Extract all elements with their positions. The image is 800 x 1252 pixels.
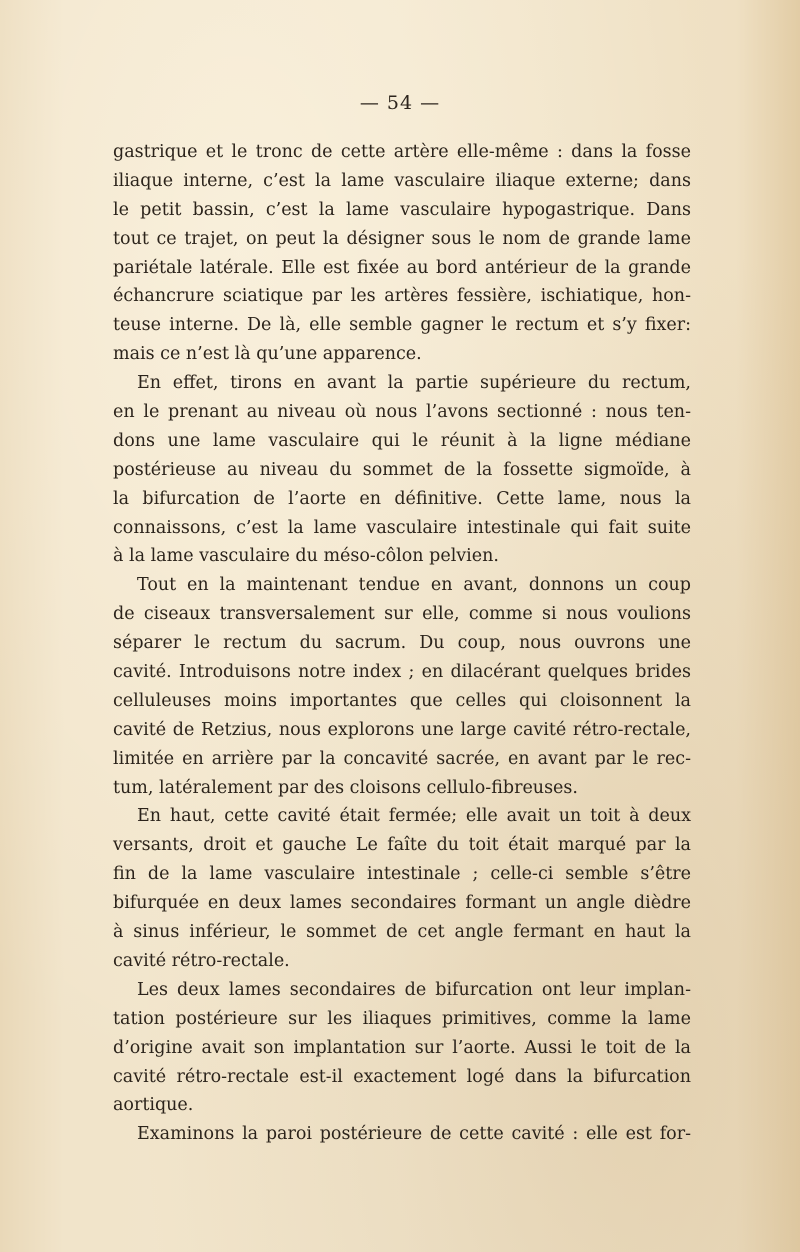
text-line: limitée en arrière par la concavité sacrée, en avant par le rec- [113, 748, 691, 769]
text-line: versants, droit et gauche Le faîte du toit était marqué par la [113, 835, 691, 856]
text-line: tum, latéralement par des cloisons cellulo-fibreuses. [113, 777, 578, 798]
text-line: Les deux lames secondaires de bifurcation ont leur implan- [137, 979, 691, 1000]
text-line: Examinons la paroi postérieure de cette cavité : elle est for- [137, 1124, 691, 1145]
text-line: cavité. Introduisons notre index ; en dilacérant quelques brides [113, 662, 691, 683]
text-line: en le prenant au niveau où nous l’avons sectionné : nous ten- [113, 402, 691, 423]
text-line: mais ce n’est là qu’une apparence. [113, 344, 422, 365]
text-line: cavité rétro-rectale. [113, 950, 290, 971]
text-line: fin de la lame vasculaire intestinale ; celle-ci semble s’être [113, 864, 691, 885]
text-line: gastrique et le tronc de cette artère elle-même : dans la fosse [113, 142, 691, 162]
text-line: teuse interne. De là, elle semble gagner le rectum et s’y fixer: [113, 315, 691, 336]
text-line: En effet, tirons en avant la partie supérieure du rectum, [137, 373, 691, 394]
text-line: connaissons, c’est la lame vasculaire intestinale qui fait suite [113, 517, 691, 538]
text-line: tation postérieure sur les iliaques primitives, comme la lame [113, 1008, 691, 1029]
text-line: celluleuses moins importantes que celles qui cloisonnent la [113, 690, 691, 711]
body-text [113, 138, 691, 1149]
text-line: bifurquée en deux lames secondaires formant un angle dièdre [113, 893, 691, 914]
text-line: à la lame vasculaire du méso-côlon pelvien. [113, 546, 499, 567]
text-line: le petit bassin, c’est la lame vasculaire hypogastrique. Dans [113, 199, 691, 220]
text-line: de ciseaux transversalement sur elle, comme si nous voulions [113, 604, 691, 625]
text-line: séparer le rectum du sacrum. Du coup, nous ouvrons une [113, 633, 691, 654]
text-line: d’origine avait son implantation sur l’aorte. Aussi le toit de la [113, 1037, 691, 1058]
text-line: à sinus inférieur, le sommet de cet angle fermant en haut la [113, 922, 691, 943]
text-line: aortique. [113, 1095, 194, 1116]
page-number: — 54 — [359, 92, 441, 114]
text-line: postérieuse au niveau du sommet de la fossette sigmoïde, à [113, 459, 691, 480]
text-line: En haut, cette cavité était fermée; elle avait un toit à deux [137, 806, 691, 827]
text-line: cavité de Retzius, nous explorons une large cavité rétro-rectale, [113, 719, 691, 740]
text-line: tout ce trajet, on peut la désigner sous le nom de grande lame [113, 228, 691, 249]
text-line: pariétale latérale. Elle est fixée au bord antérieur de la grande [113, 257, 691, 278]
text-line: dons une lame vasculaire qui le réunit à la ligne médiane [113, 430, 691, 451]
text-line: iliaque interne, c’est la lame vasculaire iliaque externe; dans [113, 170, 691, 191]
text-line: échancrure sciatique par les artères fessière, ischiatique, hon- [113, 286, 691, 307]
text-line: Tout en la maintenant tendue en avant, donnons un coup [137, 575, 691, 596]
text-line: la bifurcation de l’aorte en définitive. Cette lame, nous la [113, 488, 691, 509]
text-line: cavité rétro-rectale est-il exactement logé dans la bifurcation [113, 1066, 691, 1087]
